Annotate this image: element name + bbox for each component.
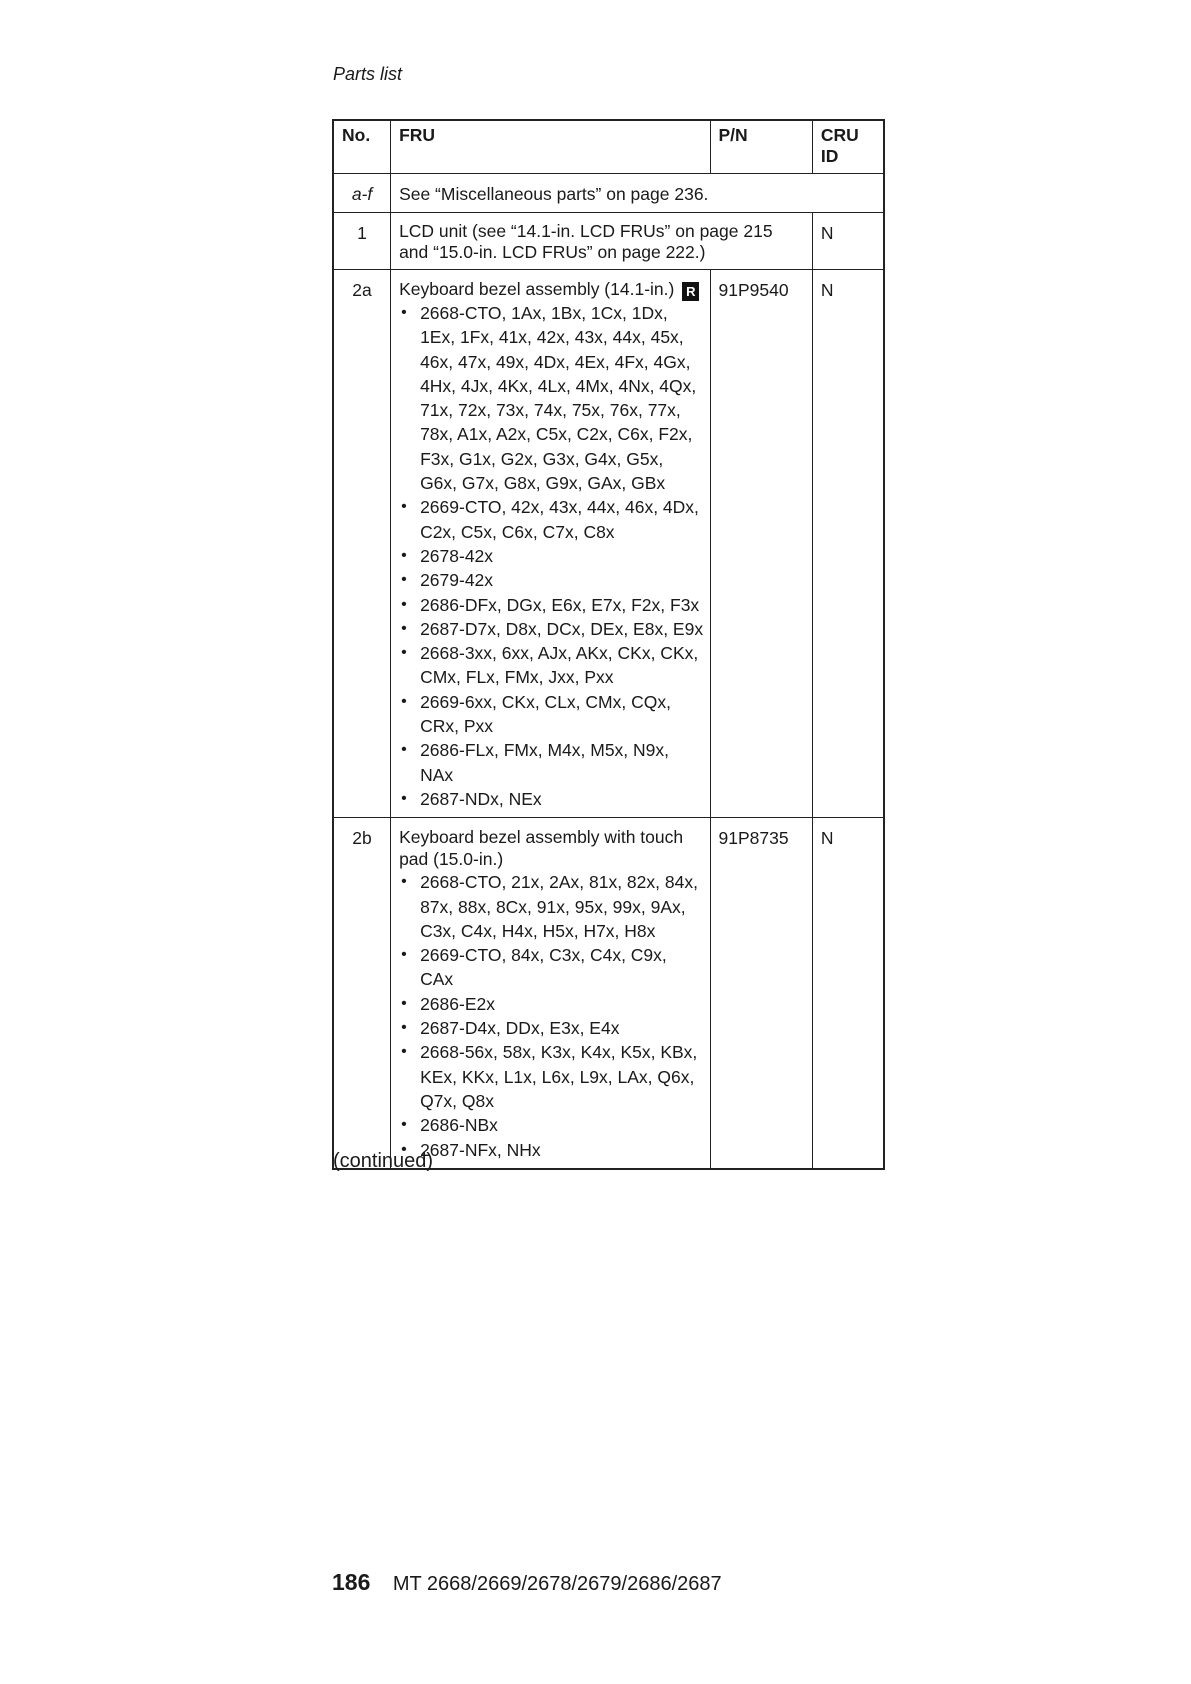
row-number: a-f xyxy=(333,174,391,213)
running-head: Parts list xyxy=(333,64,403,84)
model-list xyxy=(399,870,703,1162)
list-item: • 2669-CTO, 42x, 43x, 44x, 46x, 4Dx, C2x, C5x, C6x, C7x, C8x xyxy=(399,495,703,544)
list-item: • 2686-FLx, FMx, M4x, M5x, N9x, NAx xyxy=(399,738,703,787)
fru-title: Keyboard bezel assembly with touch pad (15.0-in.) xyxy=(399,827,684,870)
list-item: • 2679-42x xyxy=(399,568,703,592)
header-fru: FRU xyxy=(391,120,710,174)
model-list xyxy=(399,301,703,811)
table-header-row xyxy=(333,120,884,174)
row-cru-id: N xyxy=(812,270,884,818)
row-fru-description: LCD unit (see “14.1-in. LCD FRUs” on page 215 and “15.0-in. LCD FRUs” on page 222.) xyxy=(391,213,813,270)
table-row xyxy=(333,213,884,270)
list-item: • 2678-42x xyxy=(399,544,703,568)
header-cru-id: CRU ID xyxy=(812,120,884,174)
footer-title: MT 2668/2669/2678/2679/2686/2687 xyxy=(392,1573,722,1595)
list-item: • 2686-NBx xyxy=(399,1113,703,1137)
r-badge-icon: R xyxy=(682,282,699,301)
list-item: • 2686-E2x xyxy=(399,992,703,1016)
page-footer xyxy=(332,1569,722,1596)
fru-title-text: Keyboard bezel assembly (14.1-in.) xyxy=(399,279,675,299)
table-row xyxy=(333,270,884,818)
fru-title xyxy=(399,278,703,301)
list-item: • 2687-D4x, DDx, E3x, E4x xyxy=(399,1016,703,1040)
row-number: 2a xyxy=(333,270,391,818)
list-item: • 2668-3xx, 6xx, AJx, AKx, CKx, CKx, CMx, FLx, FMx, Jxx, Pxx xyxy=(399,641,703,690)
list-item: • 2668-CTO, 21x, 2Ax, 81x, 82x, 84x, 87x, 88x, 8Cx, 91x, 95x, 99x, 9Ax, C3x, C4x, H4x, H5x, H7x, H8x xyxy=(399,870,703,943)
row-cru-id: N xyxy=(812,213,884,270)
list-item: • 2687-D7x, D8x, DCx, DEx, E8x, E9x xyxy=(399,617,703,641)
table-row xyxy=(333,818,884,1169)
parts-table xyxy=(332,119,885,1170)
continued-note: (continued) xyxy=(333,1150,434,1172)
row-part-number: 91P9540 xyxy=(710,270,812,818)
header-no: No. xyxy=(333,120,391,174)
row-cru-id: N xyxy=(812,818,884,1169)
row-fru-description: See “Miscellaneous parts” on page 236. xyxy=(391,174,884,213)
list-item: • 2669-CTO, 84x, C3x, C4x, C9x, CAx xyxy=(399,943,703,992)
list-item: • 2668-56x, 58x, K3x, K4x, K5x, KBx, KEx, KKx, L1x, L6x, L9x, LAx, Q6x, Q7x, Q8x xyxy=(399,1040,703,1113)
list-item: • 2668-CTO, 1Ax, 1Bx, 1Cx, 1Dx, 1Ex, 1Fx, 41x, 42x, 43x, 44x, 45x, 46x, 47x, 49x, 4Dx, 4Ex, 4Fx, 4Gx, 4Hx, 4Jx, 4Kx, 4Lx, 4Mx, 4Nx, 4Qx, 71x, 72x, 73x, 74x, 75x, 76x, 77x, 78x, A1x, A2x, C5x, C2x, C6x, F2x, F3x, G1x, G2x, G3x, G4x, G5x, G6x, G7x, G8x, G9x, GAx, GBx xyxy=(399,301,703,495)
row-number: 1 xyxy=(333,213,391,270)
table-row xyxy=(333,174,884,213)
list-item: • 2669-6xx, CKx, CLx, CMx, CQx, CRx, Pxx xyxy=(399,690,703,739)
row-number: 2b xyxy=(333,818,391,1169)
row-part-number: 91P8735 xyxy=(710,818,812,1169)
row-fru-cell xyxy=(391,818,710,1169)
list-item: • 2687-NFx, NHx xyxy=(399,1138,703,1162)
list-item: • 2687-NDx, NEx xyxy=(399,787,703,811)
header-pn: P/N xyxy=(710,120,812,174)
row-fru-cell xyxy=(391,270,710,818)
page-number: 186 xyxy=(332,1569,371,1595)
list-item: • 2686-DFx, DGx, E6x, E7x, F2x, F3x xyxy=(399,593,703,617)
